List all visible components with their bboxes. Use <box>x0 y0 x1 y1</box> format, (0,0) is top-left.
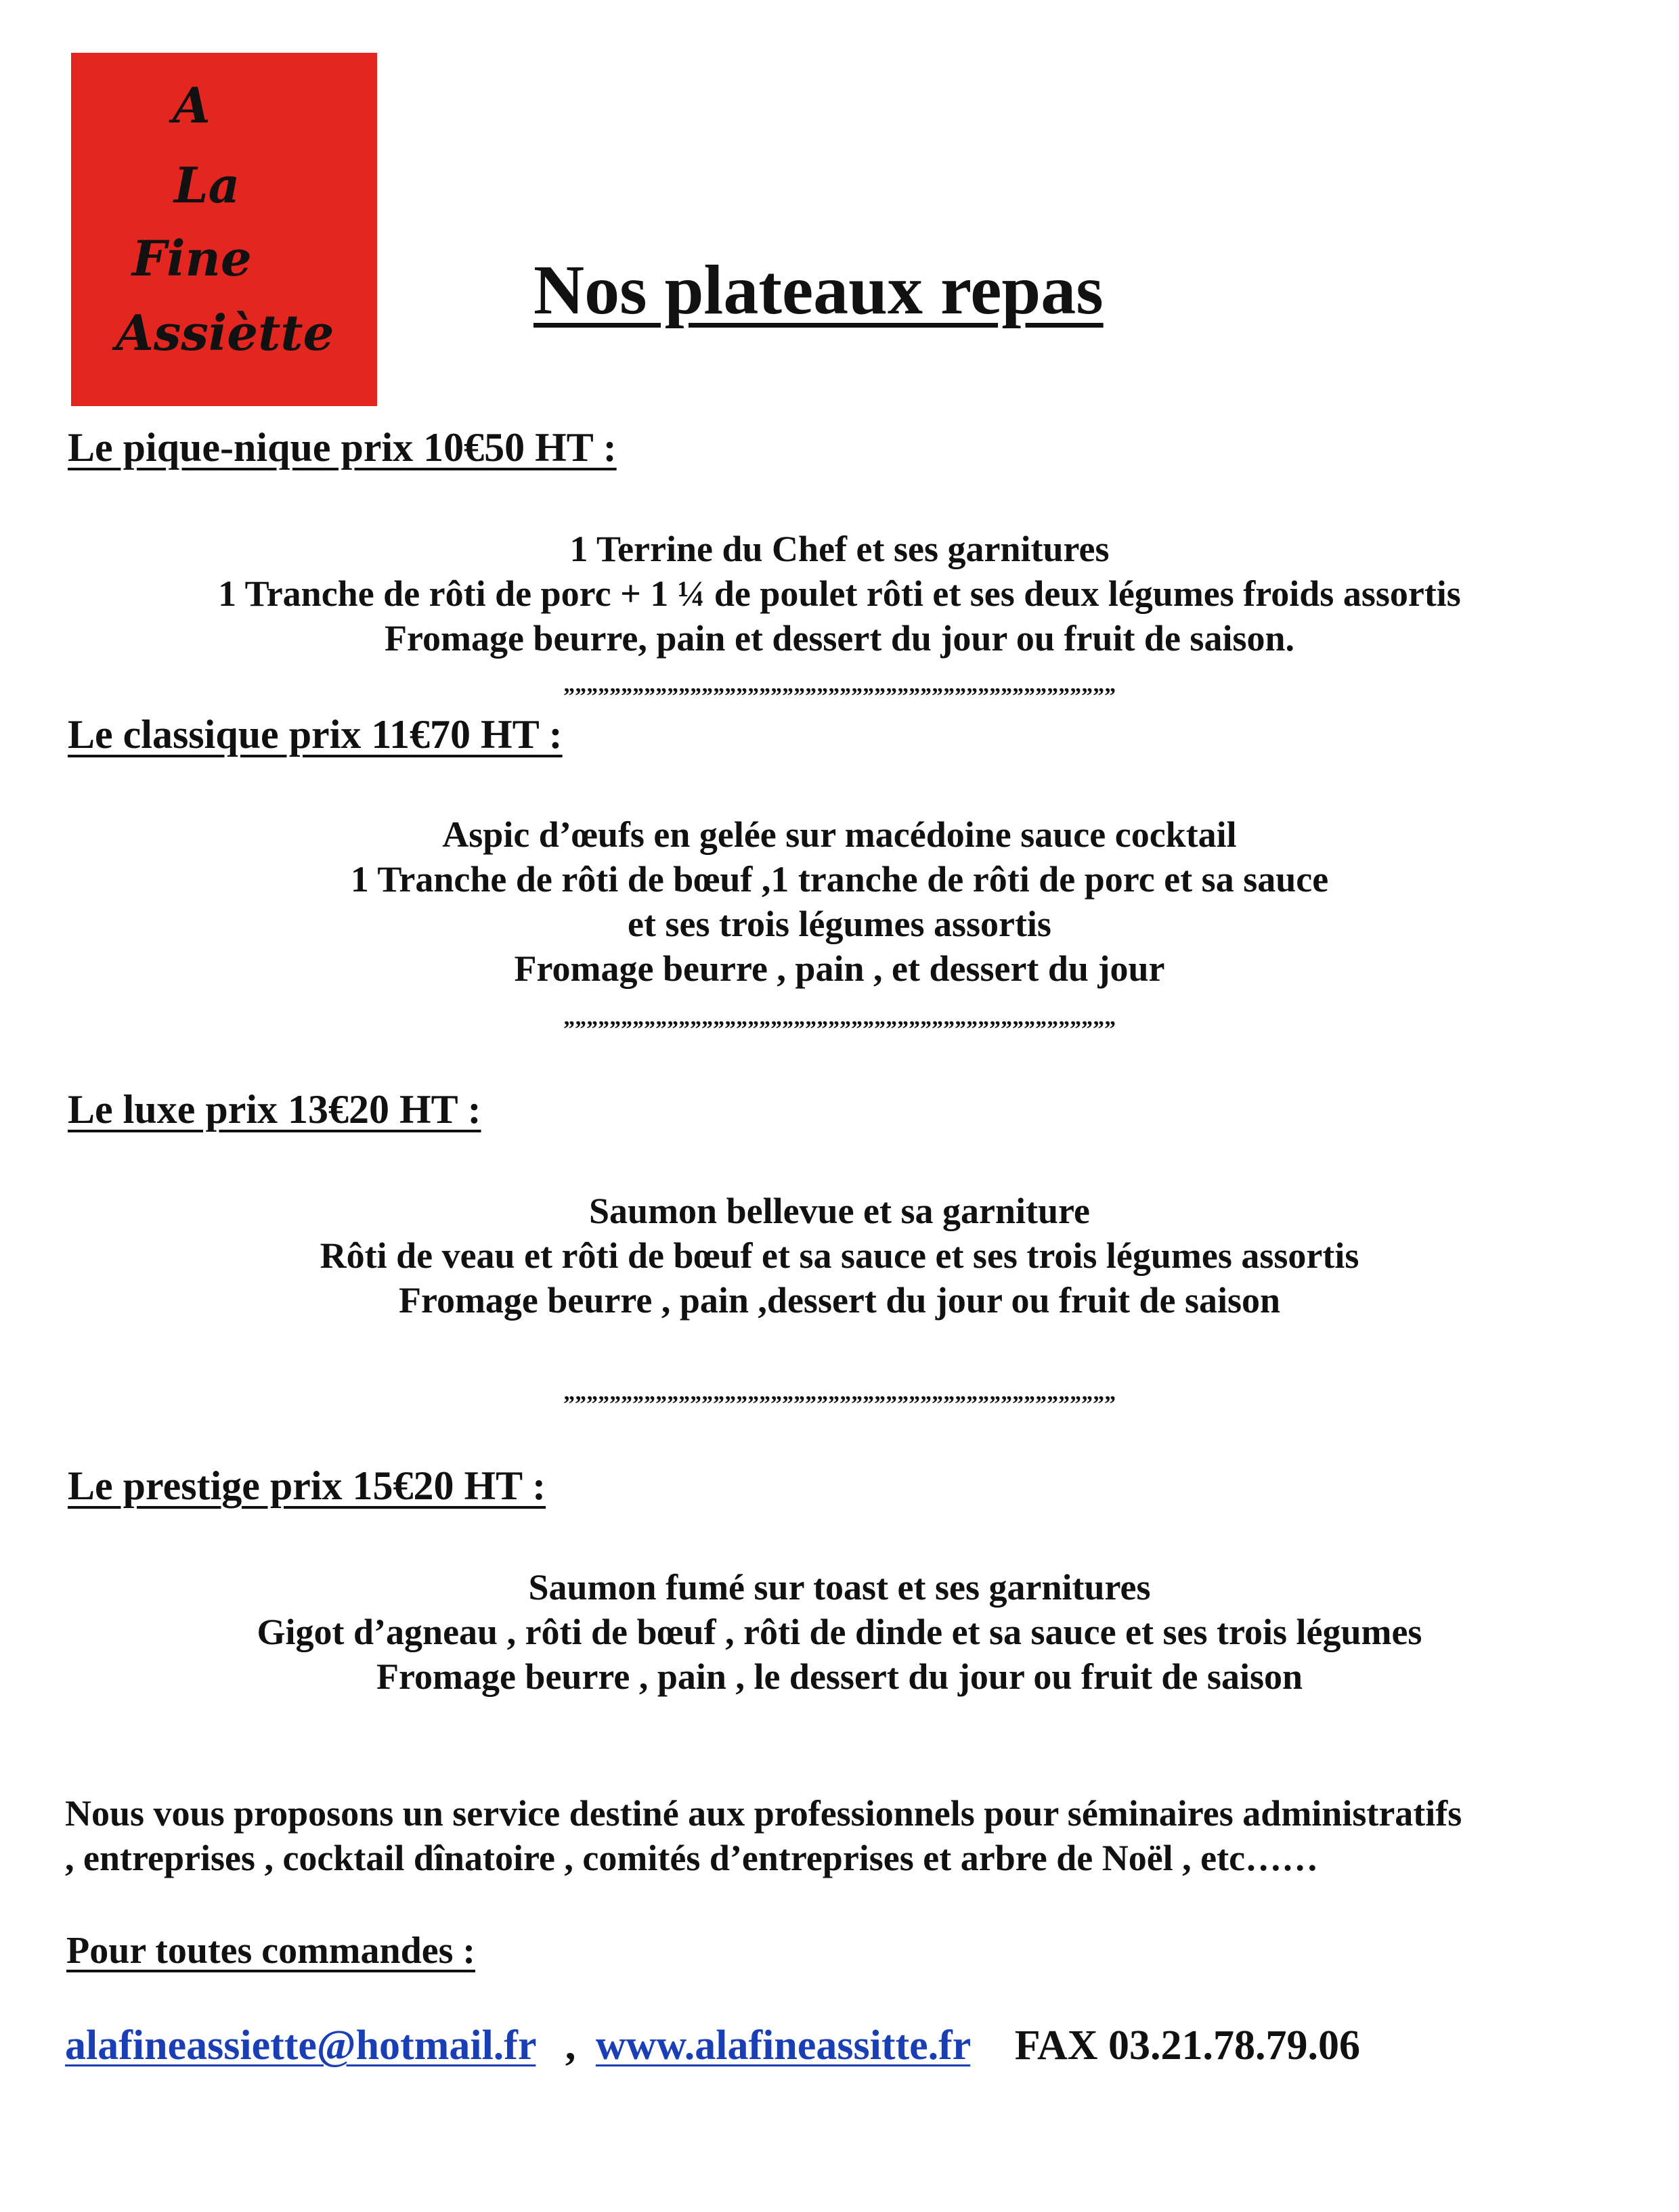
menu-line: Rôti de veau et rôti de bœuf et sa sauce et ses trois légumes assortis <box>320 1235 1359 1276</box>
menu-line: 1 Terrine du Chef et ses garnitures <box>569 529 1110 569</box>
separator: ”””””””””””””””””””””””””””””””””””””””””””””””” <box>563 684 1116 709</box>
menu-line: 1 Tranche de rôti de porc + 1 ¼ de poulet rôti et ses deux légumes froids assortis <box>218 573 1461 614</box>
section-heading-prestige: Le prestige prix 15€20 HT : <box>68 1463 546 1508</box>
orders-heading: Pour toutes commandes : <box>66 1930 476 1972</box>
menu-line: Fromage beurre, pain et dessert du jour ou fruit de saison. <box>385 618 1294 659</box>
separator: ”””””””””””””””””””””””””””””””””””””””””””””””” <box>563 1017 1116 1042</box>
menu-line: Saumon fumé sur toast et ses garnitures <box>528 1567 1151 1608</box>
service-text-line-2: , entreprises , cocktail dînatoire , comités d’entreprises et arbre de Noël , etc…… <box>65 1838 1319 1878</box>
menu-line: Fromage beurre , pain , et dessert du jour <box>514 948 1165 989</box>
section-heading-pique-nique: Le pique-nique prix 10€50 HT : <box>68 425 617 470</box>
menu-line: 1 Tranche de rôti de bœuf ,1 tranche de rôti de porc et sa sauce <box>350 859 1329 900</box>
website-link[interactable]: www.alafineassitte.fr <box>595 2022 971 2069</box>
menu-line: Gigot d’agneau , rôti de bœuf , rôti de dinde et sa sauce et ses trois légumes <box>257 1612 1422 1652</box>
separator: ”””””””””””””””””””””””””””””””””””””””””””””””” <box>563 1392 1116 1417</box>
logo-line-3: Fine <box>132 229 252 287</box>
logo-badge <box>71 53 377 406</box>
section-heading-classique: Le classique prix 11€70 HT : <box>68 712 563 757</box>
contact-comma: , <box>565 2022 576 2069</box>
menu-line: et ses trois légumes assortis <box>628 904 1051 944</box>
email-link[interactable]: alafineassiette@hotmail.fr <box>65 2022 536 2069</box>
contact-row <box>65 2022 1360 2069</box>
fax-number: FAX 03.21.78.79.06 <box>1014 2022 1361 2069</box>
logo-line-4: Assiètte <box>116 304 334 361</box>
menu-line: Saumon bellevue et sa garniture <box>589 1191 1090 1231</box>
menu-line: Fromage beurre , pain , le dessert du jour ou fruit de saison <box>376 1656 1303 1697</box>
section-heading-luxe: Le luxe prix 13€20 HT : <box>68 1087 481 1132</box>
logo-line-2: La <box>174 156 240 214</box>
page-title: Nos plateaux repas <box>533 251 1104 329</box>
service-text-line-1: Nous vous proposons un service destiné aux professionnels pour séminaires administratifs <box>65 1793 1462 1834</box>
menu-line: Aspic d’œufs en gelée sur macédoine sauce cocktail <box>442 814 1237 855</box>
menu-line: Fromage beurre , pain ,dessert du jour ou fruit de saison <box>398 1280 1281 1321</box>
logo-line-1: A <box>173 76 211 134</box>
